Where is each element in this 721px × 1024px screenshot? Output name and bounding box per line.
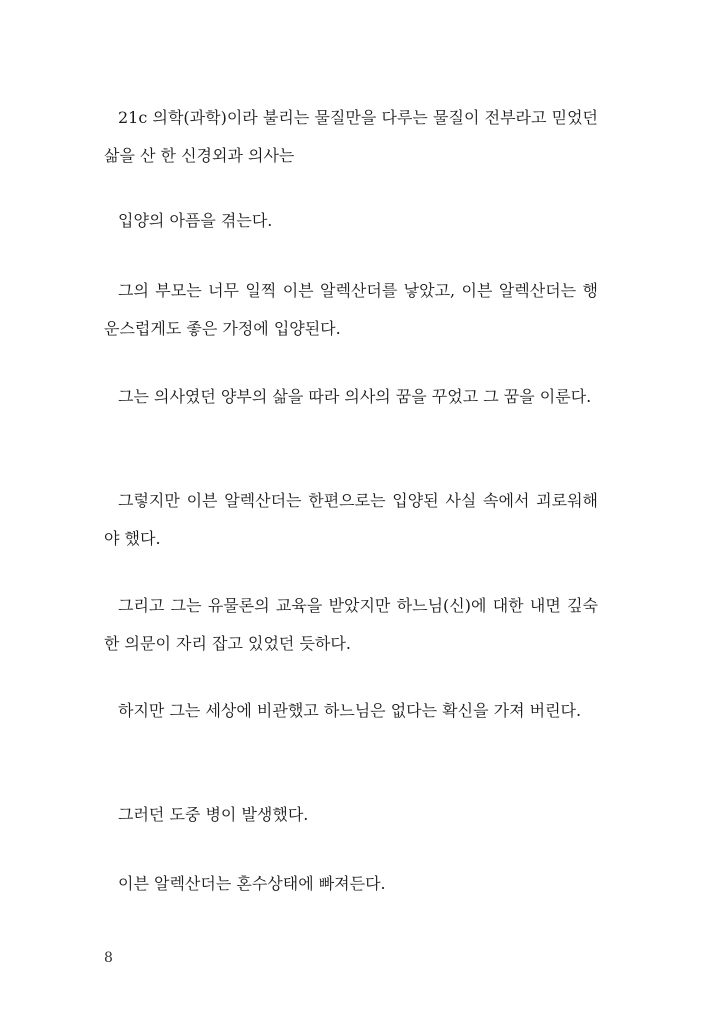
- paragraph-9: 이븐 알렉산더는 혼수상태에 빠져든다.: [118, 874, 386, 893]
- paragraph-6: 그리고 그는 유물론의 교육을 받았지만 하느님(신)에 대한 내면 깊숙한 의문이 자리 잡고 있었던 듯하다.: [104, 596, 598, 653]
- paragraph-7: 하지만 그는 세상에 비관했고 하느님은 없다는 확신을 가져 버린다.: [118, 701, 582, 720]
- paragraph-2: 입양의 아픔을 겪는다.: [118, 211, 273, 230]
- page-number: 8: [104, 950, 113, 966]
- paragraph-8: 그러던 도중 병이 발생했다.: [118, 805, 309, 824]
- paragraph-1: 21c 의학(과학)이라 불리는 물질만을 다루는 물질이 전부라고 믿었던 삶을 산 한 신경외과 의사는: [104, 108, 598, 165]
- paragraph-5: 그렇지만 이븐 알렉산더는 한편으로는 입양된 사실 속에서 괴로워해야 했다.: [104, 491, 598, 548]
- paragraph-4: 그는 의사였던 양부의 삶을 따라 의사의 꿈을 꾸었고 그 꿈을 이룬다.: [118, 387, 592, 406]
- paragraph-3: 그의 부모는 너무 일찍 이븐 알렉산더를 낳았고, 이븐 알렉산더는 행운스럽게도 좋은 가정에 입양된다.: [104, 281, 598, 338]
